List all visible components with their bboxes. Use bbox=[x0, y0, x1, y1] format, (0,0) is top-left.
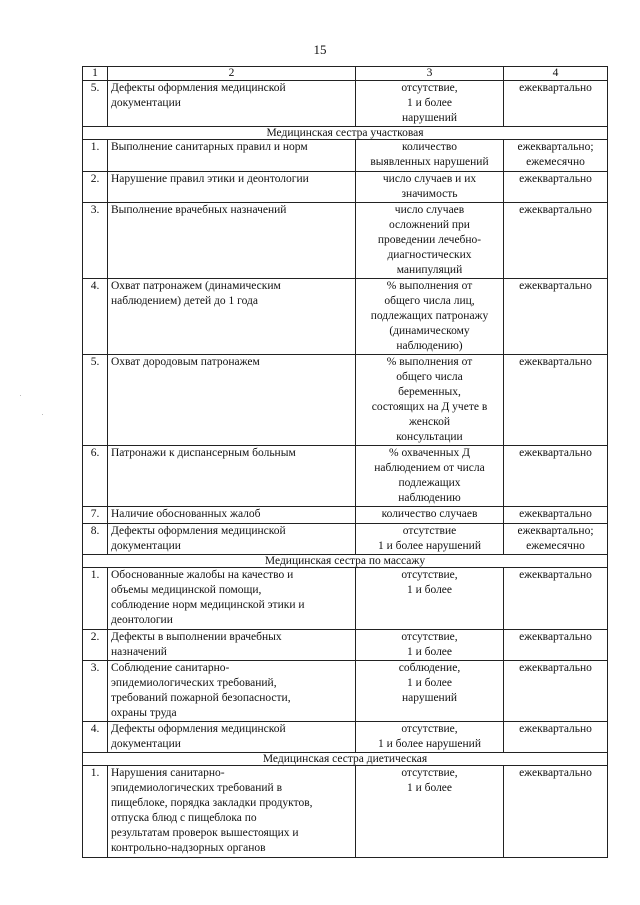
measure-cell: % охваченных Д наблюдением от числа подлежащих наблюдению bbox=[356, 446, 504, 507]
section-heading-row bbox=[83, 555, 608, 568]
table-row bbox=[83, 81, 608, 127]
header-col-4: 4 bbox=[504, 67, 608, 81]
period-cell: ежеквартально bbox=[504, 203, 608, 279]
row-number: 7. bbox=[83, 507, 108, 524]
measure-cell: количество выявленных нарушений bbox=[356, 140, 504, 172]
criterion-cell: Выполнение санитарных правил и норм bbox=[108, 140, 356, 172]
criterion-cell: Дефекты оформления медицинской документации bbox=[108, 722, 356, 753]
period-cell: ежеквартально bbox=[504, 568, 608, 630]
criterion-cell: Выполнение врачебных назначений bbox=[108, 203, 356, 279]
row-number: 3. bbox=[83, 661, 108, 722]
section-heading-row bbox=[83, 753, 608, 766]
table-row bbox=[83, 661, 608, 722]
row-number: 1. bbox=[83, 140, 108, 172]
row-number: 2. bbox=[83, 630, 108, 661]
table-row bbox=[83, 722, 608, 753]
scan-mark bbox=[42, 414, 43, 415]
measure-cell: отсутствие, 1 и более нарушений bbox=[356, 722, 504, 753]
table-row bbox=[83, 524, 608, 555]
criterion-cell: Обоснованные жалобы на качество и объемы медицинской помощи, соблюдение норм медицинской этики и деонтологии bbox=[108, 568, 356, 630]
measure-cell: отсутствие, 1 и более bbox=[356, 568, 504, 630]
criterion-cell: Патронажи к диспансерным больным bbox=[108, 446, 356, 507]
period-cell: ежеквартально; ежемесячно bbox=[504, 524, 608, 555]
table-header-row bbox=[83, 67, 608, 81]
row-number: 2. bbox=[83, 172, 108, 203]
period-cell: ежеквартально bbox=[504, 766, 608, 858]
measure-cell: число случаев и их значимость bbox=[356, 172, 504, 203]
page-number: 15 bbox=[313, 42, 327, 57]
criterion-cell: Дефекты оформления медицинской документации bbox=[108, 81, 356, 127]
measure-cell: отсутствие, 1 и более bbox=[356, 766, 504, 858]
criterion-cell: Наличие обоснованных жалоб bbox=[108, 507, 356, 524]
row-number: 4. bbox=[83, 279, 108, 355]
period-cell: ежеквартально bbox=[504, 446, 608, 507]
section-title: Медицинская сестра по массажу bbox=[83, 555, 608, 568]
row-number: 1. bbox=[83, 766, 108, 858]
header-col-2: 2 bbox=[108, 67, 356, 81]
measure-cell: отсутствие, 1 и более bbox=[356, 630, 504, 661]
criteria-table bbox=[82, 66, 608, 858]
section-heading-row bbox=[83, 127, 608, 140]
period-cell: ежеквартально bbox=[504, 81, 608, 127]
table-row bbox=[83, 630, 608, 661]
criterion-cell: Дефекты оформления медицинской документации bbox=[108, 524, 356, 555]
table-row bbox=[83, 446, 608, 507]
period-cell: ежеквартально bbox=[504, 661, 608, 722]
measure-cell: отсутствие, 1 и более нарушений bbox=[356, 81, 504, 127]
period-cell: ежеквартально bbox=[504, 722, 608, 753]
table-row bbox=[83, 568, 608, 630]
table-row bbox=[83, 507, 608, 524]
period-cell: ежеквартально bbox=[504, 630, 608, 661]
period-cell: ежеквартально bbox=[504, 507, 608, 524]
header-col-3: 3 bbox=[356, 67, 504, 81]
row-number: 4. bbox=[83, 722, 108, 753]
criterion-cell: Дефекты в выполнении врачебных назначений bbox=[108, 630, 356, 661]
period-cell: ежеквартально; ежемесячно bbox=[504, 140, 608, 172]
row-number: 1. bbox=[83, 568, 108, 630]
criterion-cell: Соблюдение санитарно- эпидемиологических требований, требований пожарной безопасности, охраны труда bbox=[108, 661, 356, 722]
table-row bbox=[83, 140, 608, 172]
table-row bbox=[83, 203, 608, 279]
criterion-cell: Охват патронажем (динамическим наблюдением) детей до 1 года bbox=[108, 279, 356, 355]
criterion-cell: Нарушение правил этики и деонтологии bbox=[108, 172, 356, 203]
table-row bbox=[83, 279, 608, 355]
section-title: Медицинская сестра участковая bbox=[83, 127, 608, 140]
measure-cell: количество случаев bbox=[356, 507, 504, 524]
scan-mark bbox=[20, 395, 21, 396]
measure-cell: число случаев осложнений при проведении лечебно- диагностических манипуляций bbox=[356, 203, 504, 279]
measure-cell: % выполнения от общего числа беременных, состоящих на Д учете в женской консультации bbox=[356, 355, 504, 446]
row-number: 3. bbox=[83, 203, 108, 279]
table-row bbox=[83, 355, 608, 446]
table-row bbox=[83, 766, 608, 858]
row-number: 5. bbox=[83, 355, 108, 446]
row-number: 6. bbox=[83, 446, 108, 507]
criterion-cell: Нарушения санитарно- эпидемиологических требований в пищеблоке, порядка закладки продуктов, отпуска блюд с пищеблока по результатам проверок вышестоящих и контрольно-надзорных органов bbox=[108, 766, 356, 858]
period-cell: ежеквартально bbox=[504, 279, 608, 355]
table-row bbox=[83, 172, 608, 203]
row-number: 5. bbox=[83, 81, 108, 127]
period-cell: ежеквартально bbox=[504, 172, 608, 203]
criterion-cell: Охват дородовым патронажем bbox=[108, 355, 356, 446]
measure-cell: отсутствие 1 и более нарушений bbox=[356, 524, 504, 555]
measure-cell: % выполнения от общего числа лиц, подлежащих патронажу (динамическому наблюдению) bbox=[356, 279, 504, 355]
section-title: Медицинская сестра диетическая bbox=[83, 753, 608, 766]
period-cell: ежеквартально bbox=[504, 355, 608, 446]
row-number: 8. bbox=[83, 524, 108, 555]
measure-cell: соблюдение, 1 и более нарушений bbox=[356, 661, 504, 722]
header-col-1: 1 bbox=[83, 67, 108, 81]
